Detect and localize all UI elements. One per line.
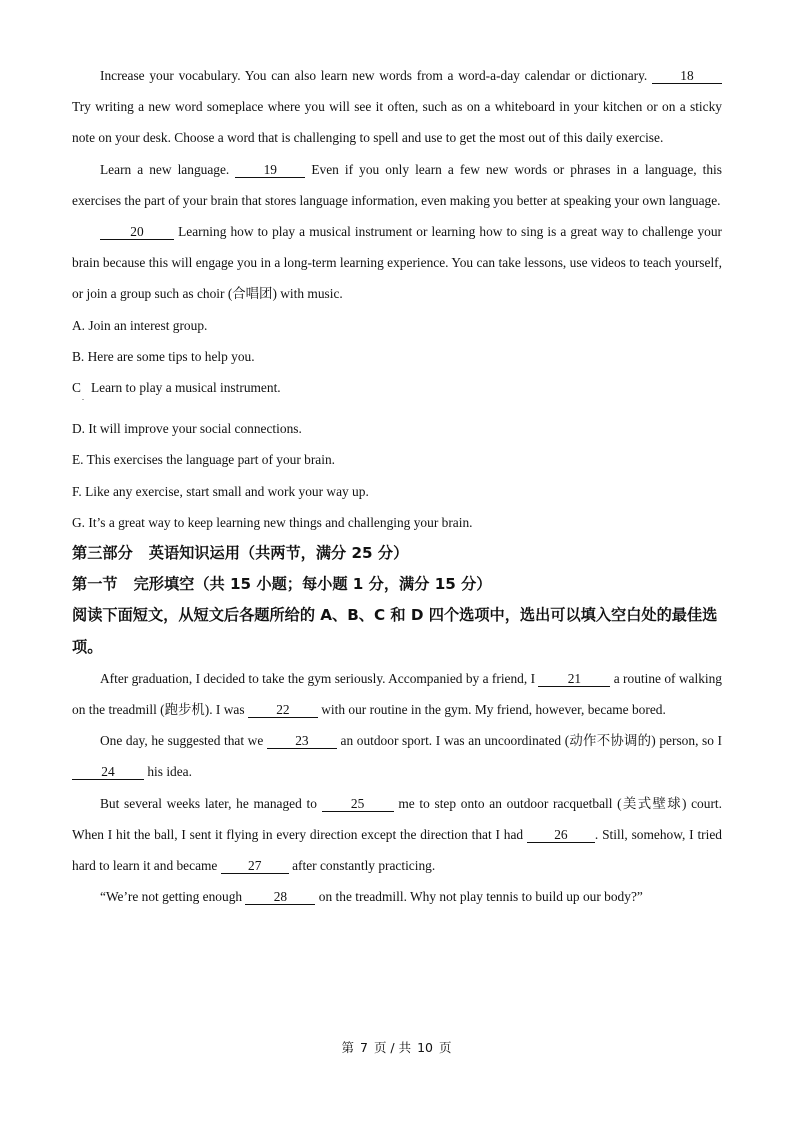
text: But several weeks later, he managed to <box>100 795 322 811</box>
text: Increase your vocabulary. You can also learn new words from a word-a-day calendar or dictionary. <box>100 68 652 83</box>
cloze-paragraph-2 <box>72 725 722 787</box>
blank-26[interactable]: 26 <box>527 828 595 843</box>
footer-prefix: 第 <box>341 1040 354 1055</box>
blank-25[interactable]: 25 <box>322 797 394 812</box>
heading-part-label: 第三部分 <box>72 544 133 563</box>
blank-20[interactable]: 20 <box>100 225 174 240</box>
heading-part-three <box>72 538 722 569</box>
footer-mid: 页 / 共 <box>373 1040 412 1055</box>
footer-suffix: 页 <box>439 1040 452 1055</box>
option-a[interactable]: A. Join an interest group. <box>72 317 208 333</box>
text: One day, he suggested that we <box>100 733 267 749</box>
blank-22[interactable]: 22 <box>248 703 318 718</box>
cloze-paragraph-4 <box>72 881 722 912</box>
paragraph-music <box>72 216 722 310</box>
heading-part-title: 英语知识运用（共两节，满分 25 分） <box>148 544 409 563</box>
blank-18[interactable]: 18 <box>652 69 722 84</box>
text: me to step onto an outdoor racquetball (美式壁球) court. When I hit the ball, I sent it flying in every direction except the direction that I had <box>72 795 722 842</box>
blank-27[interactable]: 27 <box>221 859 289 874</box>
text: his idea. <box>144 764 192 780</box>
blank-28[interactable]: 28 <box>245 890 315 905</box>
cloze-paragraph-3 <box>72 788 722 882</box>
text: Even if you only learn a few new words or phrases in a language, this exercises the part of your brain that stores language information, even making you better at speaking your own language. <box>72 161 722 208</box>
option-c-letter: C <box>72 380 81 396</box>
text: Learning how to play a musical instrument or learning how to sing is a great way to challenge your brain because this will engage you in a long-term learning experience. You can take lessons, use videos to teach yourself, or join a group such as choir (合唱团) with music. <box>72 224 722 302</box>
option-c-dot: . <box>82 393 84 403</box>
heading-section-one <box>72 569 722 600</box>
text: after constantly practicing. <box>288 858 436 874</box>
text: “We’re not getting enough <box>100 889 246 905</box>
blank-24[interactable]: 24 <box>72 765 144 780</box>
page-footer <box>0 1038 793 1056</box>
option-g[interactable]: G. It’s a great way to keep learning new things and challenging your brain. <box>72 514 473 530</box>
text: . Still, somehow, I tried hard to learn it and became <box>72 826 722 874</box>
heading-section-label: 第一节 <box>72 575 118 594</box>
blank-21[interactable]: 21 <box>538 672 610 687</box>
option-e[interactable]: E. This exercises the language part of your brain. <box>72 452 336 468</box>
text: Learn a new language. <box>100 161 236 177</box>
blank-19[interactable]: 19 <box>235 163 305 178</box>
option-d[interactable]: D. It will improve your social connections. <box>72 421 302 437</box>
option-c-text: Learn to play a musical instrument. <box>90 380 281 396</box>
text: After graduation, I decided to take the gym seriously. Accompanied by a friend, I <box>100 670 539 686</box>
text: Try writing a new word someplace where you will see it often, such as on a whiteboard in your kitchen or on a sticky note on your desk. Choose a word that is challenging to spell and use to get the most out of this daily exercise. <box>72 99 722 146</box>
footer-page-number: 7 <box>359 1040 368 1055</box>
cloze-paragraph-1 <box>72 663 722 725</box>
document-page <box>72 60 722 912</box>
instruction-text: 阅读下面短文，从短文后各题所给的 A、B、C 和 D 四个选项中，选出可以填入空白处的最佳选项。 <box>72 606 718 656</box>
text: on the treadmill. Why not play tennis to build up our body?” <box>315 889 643 905</box>
heading-section-title: 完形填空（共 15 小题；每小题 1 分，满分 15 分） <box>133 575 492 594</box>
text: with our routine in the gym. My friend, however, became bored. <box>317 702 666 718</box>
paragraph-vocabulary <box>72 60 722 154</box>
text: an outdoor sport. I was an uncoordinated (动作不协调的) person, so I <box>336 733 722 749</box>
paragraph-language <box>72 154 722 216</box>
footer-total-pages: 10 <box>417 1040 434 1055</box>
option-b[interactable]: B. Here are some tips to help you. <box>72 348 255 364</box>
text: a routine of walking on the treadmill (跑步机). I was <box>72 670 722 718</box>
option-c[interactable] <box>72 372 722 403</box>
option-f[interactable]: F. Like any exercise, start small and work your way up. <box>72 483 369 499</box>
blank-23[interactable]: 23 <box>267 734 337 749</box>
